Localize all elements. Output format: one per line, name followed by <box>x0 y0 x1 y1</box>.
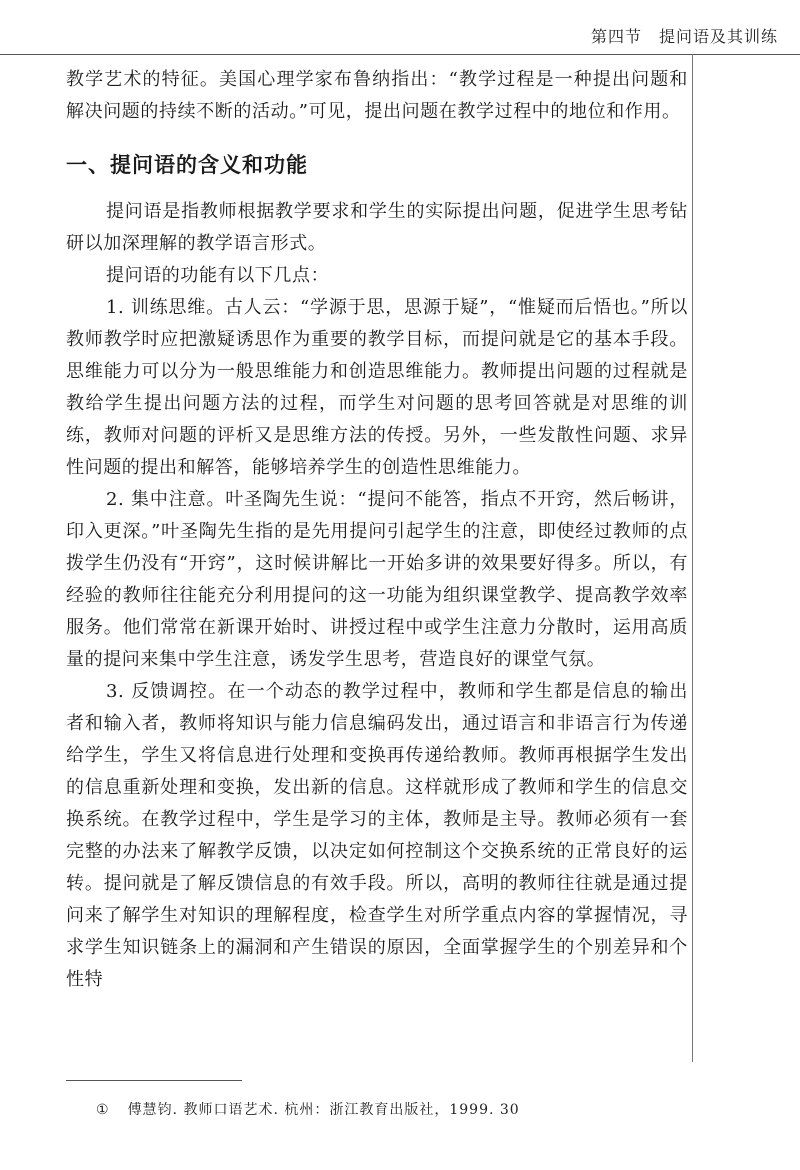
point-2-paragraph: 2. 集中注意。叶圣陶先生说：“提问不能答，指点不开窍，然后畅讲，印入更深。”叶圣陶先生指的是先用提问引起学生的注意，即使经过教师的点拨学生仍没有“开窍”，这时候讲解比一开始多讲的效果要好得多。所以，有经验的教师往往能充分利用提问的这一功能为组织课堂教学、提高教学效率服务。他们常常在新课开始时、讲授过程中或学生注意力分散时，运用高质量的提问来集中学生注意，诱发学生思考，营造良好的课堂气氛。 <box>66 489 688 670</box>
footnote-rule <box>66 1080 242 1081</box>
point-3-paragraph: 3. 反馈调控。在一个动态的教学过程中，教师和学生都是信息的输出者和输入者，教师将知识与能力信息编码发出，通过语言和非语言行为传递给学生，学生又将信息进行处理和变换再传递给教师。教师再根据学生发出的信息重新处理和变换，发出新的信息。这样就形成了教师和学生的信息交换系统。在教学过程中，学生是学习的主体，教师是主导。教师必须有一套完整的办法来了解教学反馈，以决定如何控制这个交换系统的正常良好的运转。提问就是了解反馈信息的有效手段。所以，高明的教师往往就是通过提问来了解学生对知识的理解程度，检查学生对所学重点内容的掌握情况，寻求学生知识链条上的漏洞和产生错误的原因，全面掌握学生的个别差异和个性特 <box>66 681 688 990</box>
margin-rule <box>692 54 693 1062</box>
footnote-text: 傅慧钧. 教师口语艺术. 杭州：浙江教育出版社，1999. 30 <box>127 1102 520 1118</box>
functions-intro: 提问语的功能有以下几点： <box>106 265 330 286</box>
page-body <box>66 64 688 996</box>
running-header: 第四节 提问语及其训练 <box>590 27 778 46</box>
footnote <box>96 1100 520 1120</box>
definition-paragraph: 提问语是指教师根据教学要求和学生的实际提出问题，促进学生思考钻研以加深理解的教学语言形式。 <box>66 201 688 254</box>
intro-paragraph: 教学艺术的特征。美国心理学家布鲁纳指出：“教学过程是一种提出问题和解决问题的持续不断的活动。”可见，提出问题在教学过程中的地位和作用。 <box>66 69 688 122</box>
header-rule <box>0 54 800 55</box>
section-heading: 一、提问语的含义和功能 <box>66 153 308 177</box>
footnote-mark: ① <box>96 1102 110 1118</box>
point-1-paragraph: 1. 训练思维。古人云：“学源于思，思源于疑”，“惟疑而后悟也。”所以教师教学时应把激疑诱思作为重要的教学目标，而提问就是它的基本手段。思维能力可以分为一般思维能力和创造思维能力。教师提出问题的过程就是教给学生提出问题方法的过程，而学生对问题的思考回答就是对思维的训练，教师对问题的评析又是思维方法的传授。另外，一些发散性问题、求异性问题的提出和解答，能够培养学生的创造性思维能力。 <box>66 297 688 478</box>
